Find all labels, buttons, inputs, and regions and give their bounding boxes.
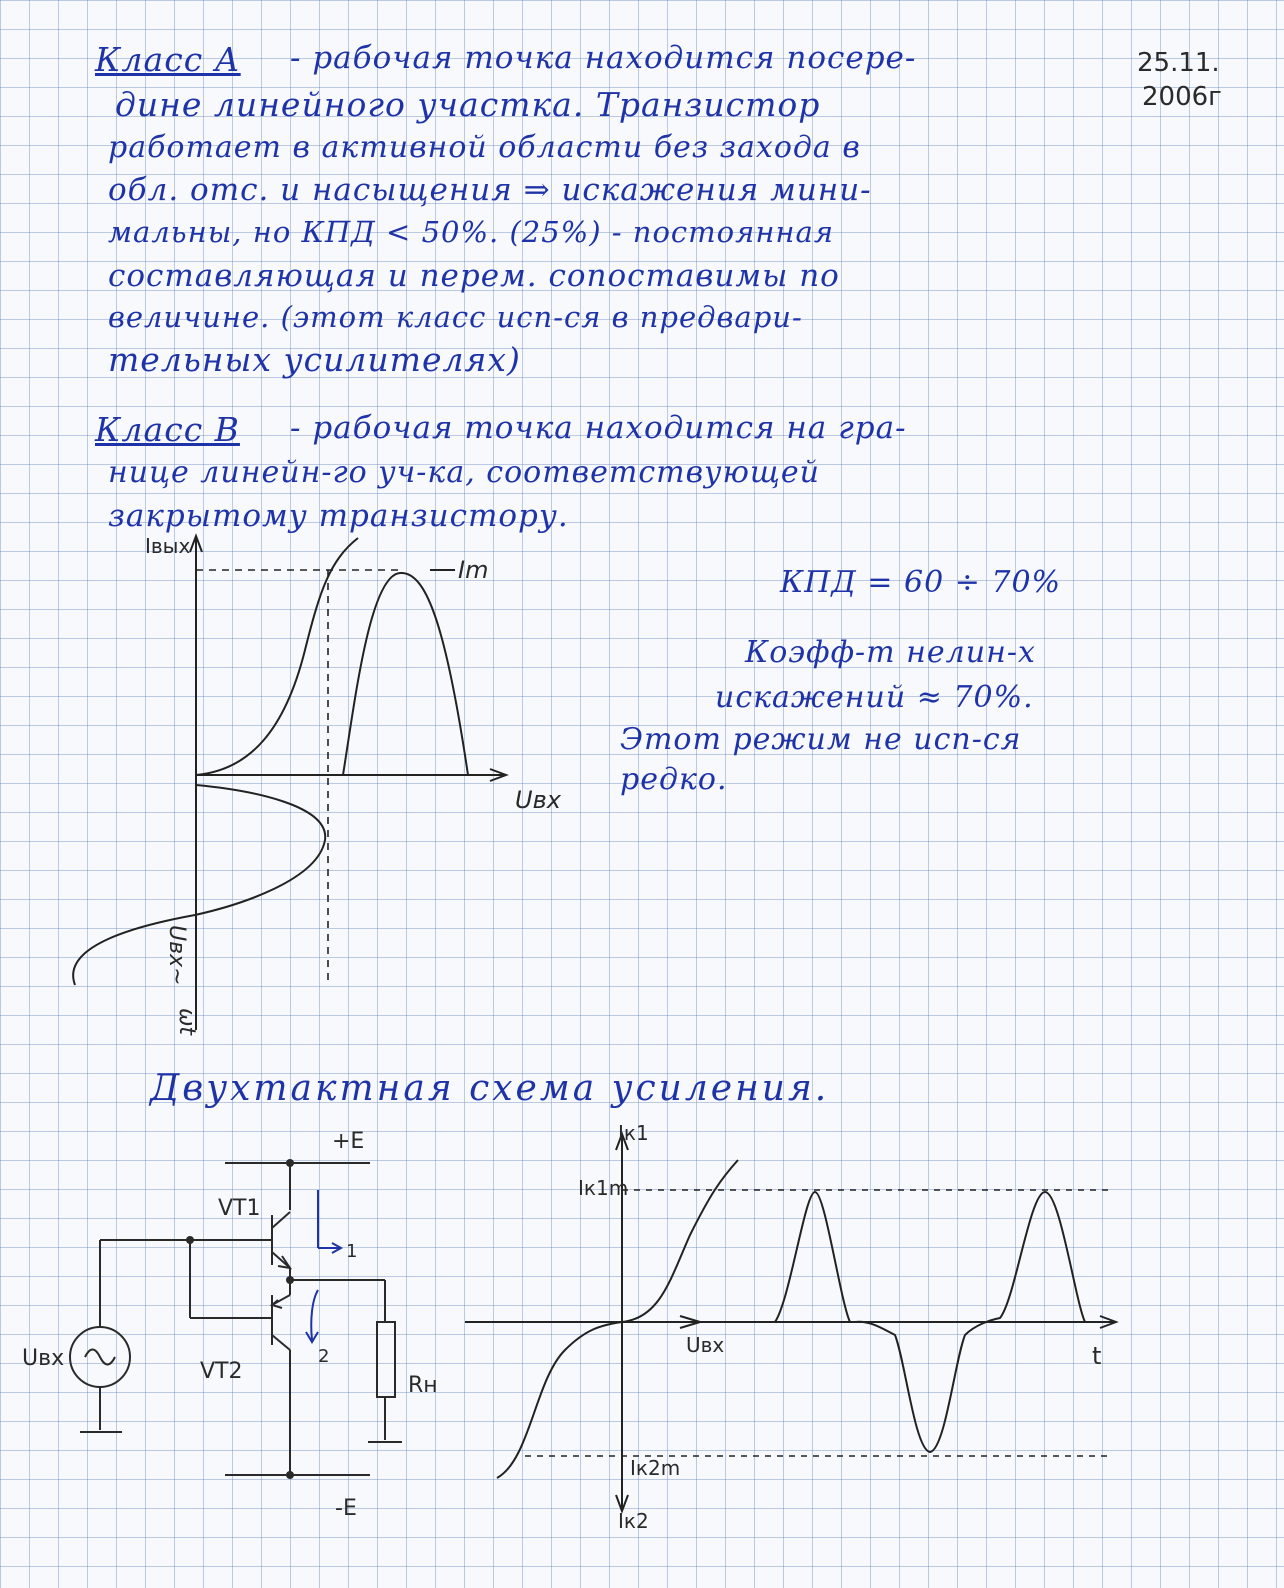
g1-x-label: Uвх — [515, 786, 561, 814]
efficiency-note: КПД = 60 ÷ 70% — [780, 565, 1062, 600]
plus-e-label: +E — [332, 1129, 365, 1154]
class-a-line-7: величине. (этот класс исп-ся в предвари- — [108, 300, 803, 334]
minus-e-label: -E — [335, 1496, 357, 1521]
g2-max-label: Iк1m — [578, 1176, 629, 1200]
date-line-1: 25.11. — [1137, 48, 1220, 78]
g2-x-label: Uвх — [686, 1333, 725, 1357]
g1-wt-label: ωt — [174, 1008, 199, 1036]
class-b-line-1: - рабочая точка находится на гра- — [290, 410, 907, 446]
input-label: Uвх — [22, 1346, 65, 1371]
vt2-label: VT2 — [200, 1359, 243, 1384]
class-a-line-5: мальны, но КПД < 50%. (25%) - постоянная — [108, 215, 835, 249]
distortion-note-4: редко. — [620, 762, 728, 797]
class-a-line-4: обл. отс. и насыщения ⇒ искажения мини- — [108, 172, 872, 208]
g2-y-bottom-label: Iк2 — [618, 1509, 649, 1533]
current-1-label: 1 — [346, 1241, 358, 1262]
distortion-note-2: искажений ≈ 70%. — [715, 680, 1034, 715]
load-label: Rн — [408, 1373, 438, 1398]
g1-peak-label: Im — [458, 556, 489, 584]
g2-min-label: Iк2m — [630, 1456, 681, 1480]
date-line-2: 2006г — [1142, 82, 1222, 112]
class-a-line-1: - рабочая точка находится посере- — [290, 40, 917, 76]
class-a-line-6: составляющая и перем. сопоставимы по — [108, 258, 840, 294]
class-b-line-3: закрытому транзистору. — [108, 498, 569, 534]
distortion-note-1: Коэфф-т нелин-х — [745, 635, 1036, 670]
g2-transfer-curve — [497, 1160, 738, 1478]
class-b-heading: Класс В — [95, 410, 240, 449]
vt1-label: VT1 — [218, 1196, 261, 1221]
g1-down-label: Uвх~ — [164, 925, 189, 986]
distortion-note-3: Этот режим не исп-ся — [620, 722, 1022, 757]
class-a-heading: Класс А — [95, 40, 241, 79]
current-2-label: 2 — [318, 1346, 330, 1367]
class-a-line-8: тельных усилителях) — [108, 340, 521, 379]
g1-y-label: Iвых — [145, 534, 191, 558]
class-a-line-3: работает в активной области без захода в — [108, 130, 861, 165]
class-b-line-2: нице линейн-го уч-ка, соответствующей — [108, 455, 820, 490]
g2-t-label: t — [1092, 1342, 1102, 1370]
class-a-line-2: дине линейного участка. Транзистор — [115, 85, 821, 124]
push-pull-title: Двухтактная схема усиления. — [150, 1068, 830, 1109]
g2-y-top-label: Iк1 — [618, 1121, 649, 1145]
